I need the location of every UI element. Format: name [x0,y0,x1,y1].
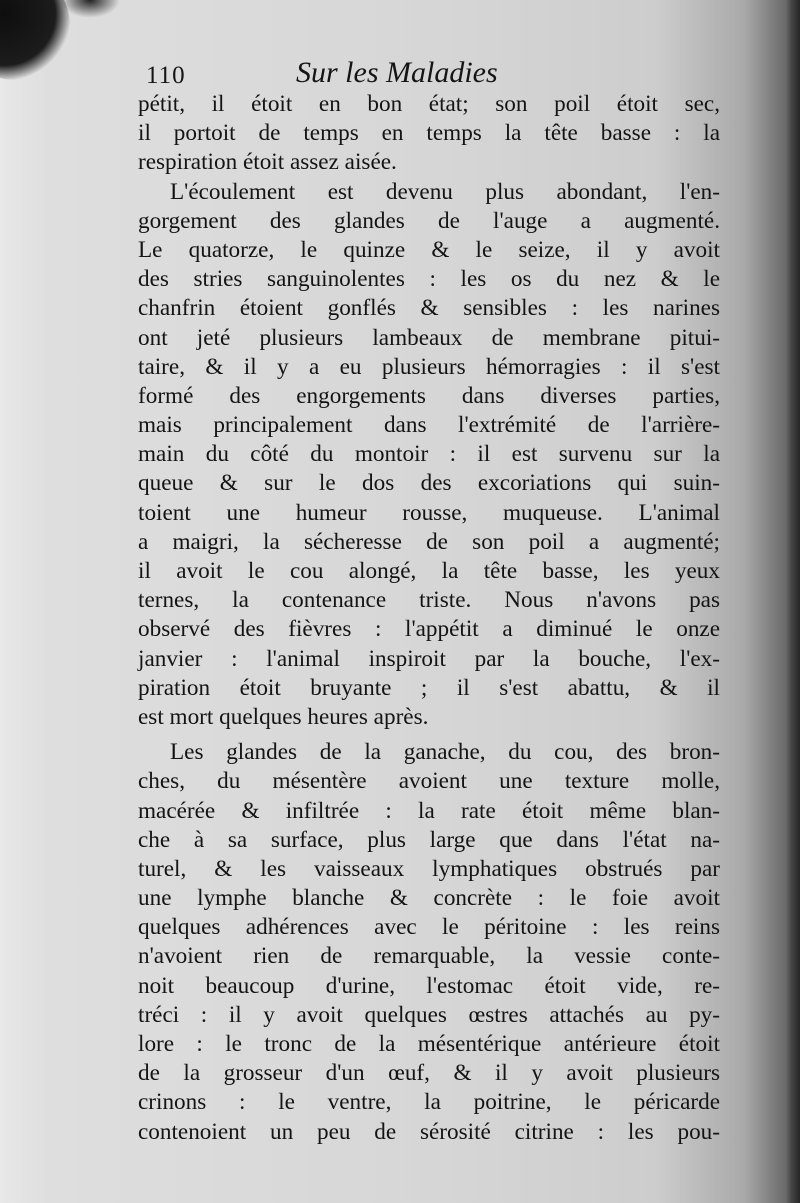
text-line: formé des engorgements dans diverses parties, [138,382,720,409]
running-title: Sur les Maladies [296,56,498,89]
text-line: ont jeté plusieurs lambeaux de membrane pitui- [138,324,720,351]
page-number: 110 [146,62,186,89]
text-line: Le quatorze, le quinze & le seize, il y avoit [138,236,720,263]
text-line: chanfrin étoient gonflés & sensibles : les narines [138,295,720,322]
text-line: noit beaucoup d'urine, l'estomac étoit vide, re- [138,972,720,999]
text-line: Les glandes de la ganache, du cou, des bron- [170,739,720,766]
text-line: janvier : l'animal inspiroit par la bouche, l'ex- [138,645,720,672]
text-line: n'avoient rien de remarquable, la vessie conte- [138,943,720,970]
text-line: de la grosseur d'un œuf, & il y avoit plusieurs [138,1060,720,1087]
text-line: macérée & infiltrée : la rate étoit même blan- [138,797,720,824]
text-line: contenoient un peu de sérosité citrine : les pou- [138,1118,720,1145]
text-line: toient une humeur rousse, muqueuse. L'animal [138,499,720,526]
text-line: taire, & il y a eu plusieurs hémorragies : il s'est [138,353,720,380]
body-text [138,90,720,1147]
text-line: lore : le tronc de la mésentérique antérieure étoit [138,1031,720,1057]
text-line: tréci : il y avoit quelques œstres attachés au py- [138,1001,720,1028]
text-line: piration étoit bruyante ; il s'est abattu, & il [138,674,720,701]
text-line: main du côté du montoir : il est survenu sur la [138,441,720,468]
text-line: gorgement des glandes de l'auge a augmenté. [138,207,720,234]
top-edge-shadow [60,0,120,18]
text-line: une lymphe blanche & concrète : le foie avoit [138,885,720,912]
text-line: il avoit le cou alongé, la tête basse, les yeux [138,558,720,584]
text-line: il portoit de temps en temps la tête basse : la [138,120,720,147]
text-line: pétit, il étoit en bon état; son poil étoit sec, [138,91,720,117]
text-line: observé des fièvres : l'appétit a diminué le onze [138,616,720,643]
text-line: a maigri, la sécheresse de son poil a augmenté; [138,528,720,555]
text-line: des stries sanguinolentes : les os du nez & le [138,266,720,293]
text-line: crinons : le ventre, la poitrine, le péricarde [138,1089,720,1116]
text-line: queue & sur le dos des excoriations qui suin- [138,470,720,497]
text-line: ches, du mésentère avoient une texture molle, [138,768,720,795]
text-line: mais principalement dans l'extrémité de l'arrière- [138,412,720,439]
text-line: respiration étoit assez aisée. [138,149,397,176]
text-line: est mort quelques heures après. [138,703,429,730]
text-line: turel, & les vaisseaux lymphatiques obstrués par [138,855,720,882]
text-line: L'écoulement est devenu plus abondant, l'en- [170,178,720,205]
text-line: che à sa surface, plus large que dans l'état na- [138,826,720,853]
text-line: quelques adhérences avec le péritoine : les reins [138,914,720,941]
text-line: ternes, la contenance triste. Nous n'avons pas [138,587,720,614]
page-gutter-shadow [786,0,800,1203]
